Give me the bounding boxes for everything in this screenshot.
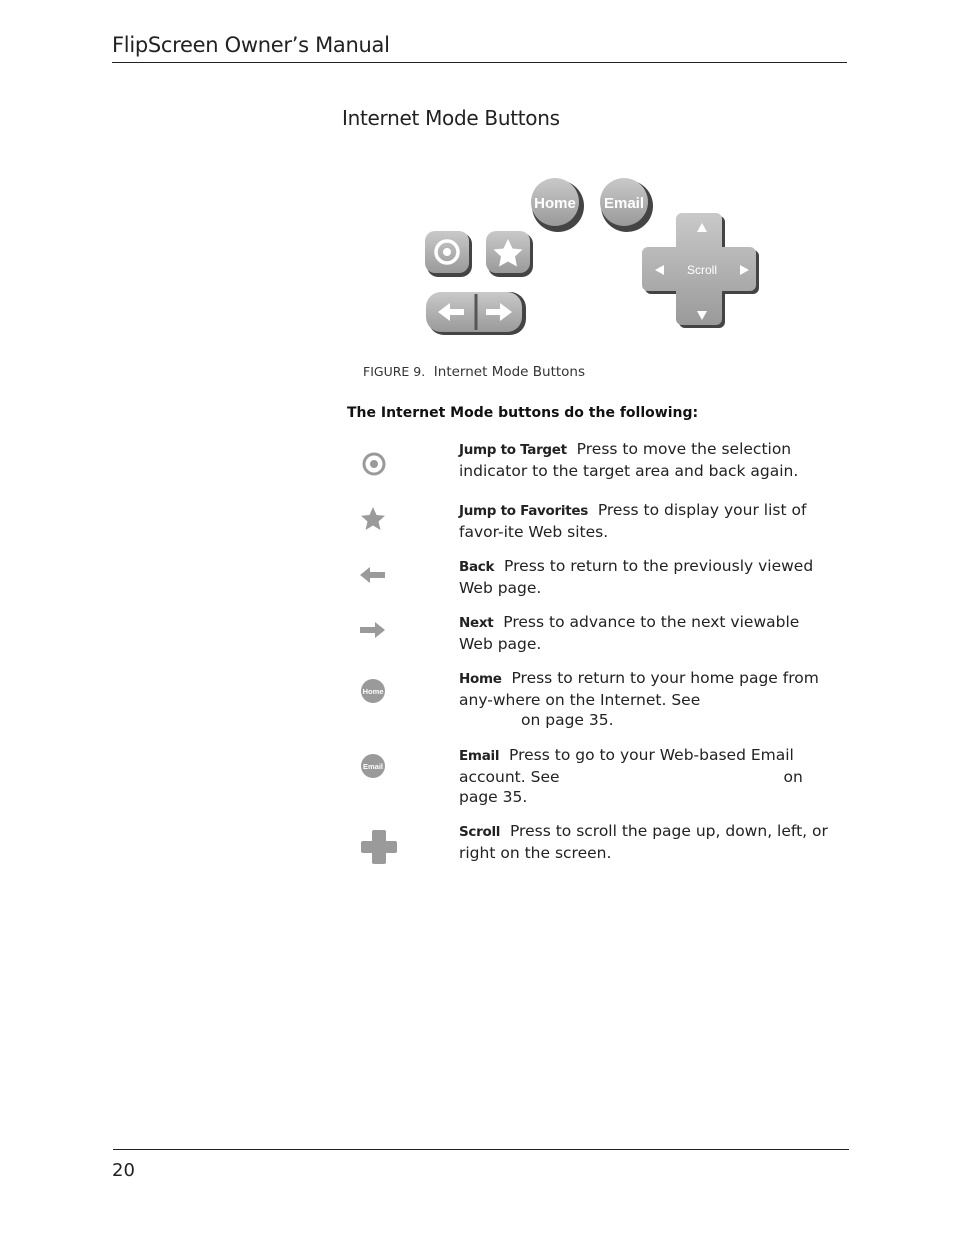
internet-mode-buttons-figure (420, 170, 765, 335)
target-icon (361, 451, 387, 477)
star-icon (360, 506, 386, 532)
figure-back-next-rocker (426, 292, 526, 335)
home-icon (360, 678, 386, 704)
term-jump-to-target: Jump to Target (459, 442, 567, 458)
description-row-scroll (459, 821, 837, 863)
figure-email-label: Email (603, 195, 645, 212)
desc-next: Press to advance to the next viewable Web page. (459, 613, 800, 653)
figure-caption-text: Internet Mode Buttons (433, 364, 586, 380)
term-next: Next (459, 615, 494, 631)
page-number: 20 (112, 1160, 135, 1181)
desc-home: Press to return to your home page from any-where on the Internet. See (459, 669, 819, 709)
figure-home-label: Home (534, 195, 576, 212)
description-row-jump-to-target (459, 439, 837, 481)
figure-scroll-label: Scroll (686, 263, 718, 277)
description-row-jump-to-favorites (459, 500, 837, 542)
figure-star-button (486, 231, 533, 277)
figure-scroll-pad (642, 213, 759, 328)
footer-rule (113, 1149, 849, 1150)
figure-caption (363, 364, 585, 380)
arrow-left-icon (359, 566, 387, 584)
header-rule (112, 62, 847, 63)
email-icon (360, 753, 386, 779)
term-jump-to-favorites: Jump to Favorites (459, 503, 588, 519)
desc-jump-to-favorites: Press to display your list of favor-ite Web sites. (459, 501, 807, 541)
description-row-back (459, 556, 837, 598)
desc-scroll: Press to scroll the page up, down, left, or right on the screen. (459, 822, 828, 862)
description-row-next (459, 612, 837, 654)
term-back: Back (459, 559, 495, 575)
description-row-email (459, 745, 837, 808)
desc-email: Press to go to your Web-based Email account. See (459, 746, 794, 786)
email-icon-label: Email (362, 762, 384, 771)
home-icon-label: Home (362, 687, 384, 696)
desc-email-end: page 35. (459, 788, 528, 806)
figure-target-button (425, 231, 472, 277)
section-title: Internet Mode Buttons (342, 106, 560, 130)
description-row-home (459, 668, 837, 731)
term-home: Home (459, 671, 502, 687)
figure-label: FIGURE 9. (363, 364, 426, 379)
document-header-title: FlipScreen Owner’s Manual (112, 33, 390, 57)
term-email: Email (459, 748, 500, 764)
desc-back: Press to return to the previously viewed Web page. (459, 557, 814, 597)
desc-email-mid: on (783, 767, 803, 786)
term-scroll: Scroll (459, 824, 501, 840)
desc-jump-to-target: Press to move the selection indicator to the target area and back again. (459, 440, 799, 480)
scroll-cross-icon (360, 829, 398, 865)
arrow-right-icon (358, 621, 386, 639)
figure-email-button (600, 178, 653, 232)
desc-home-end: on page 35. (521, 711, 614, 729)
figure-home-button (531, 178, 584, 232)
intro-heading: The Internet Mode buttons do the following: (347, 405, 699, 421)
